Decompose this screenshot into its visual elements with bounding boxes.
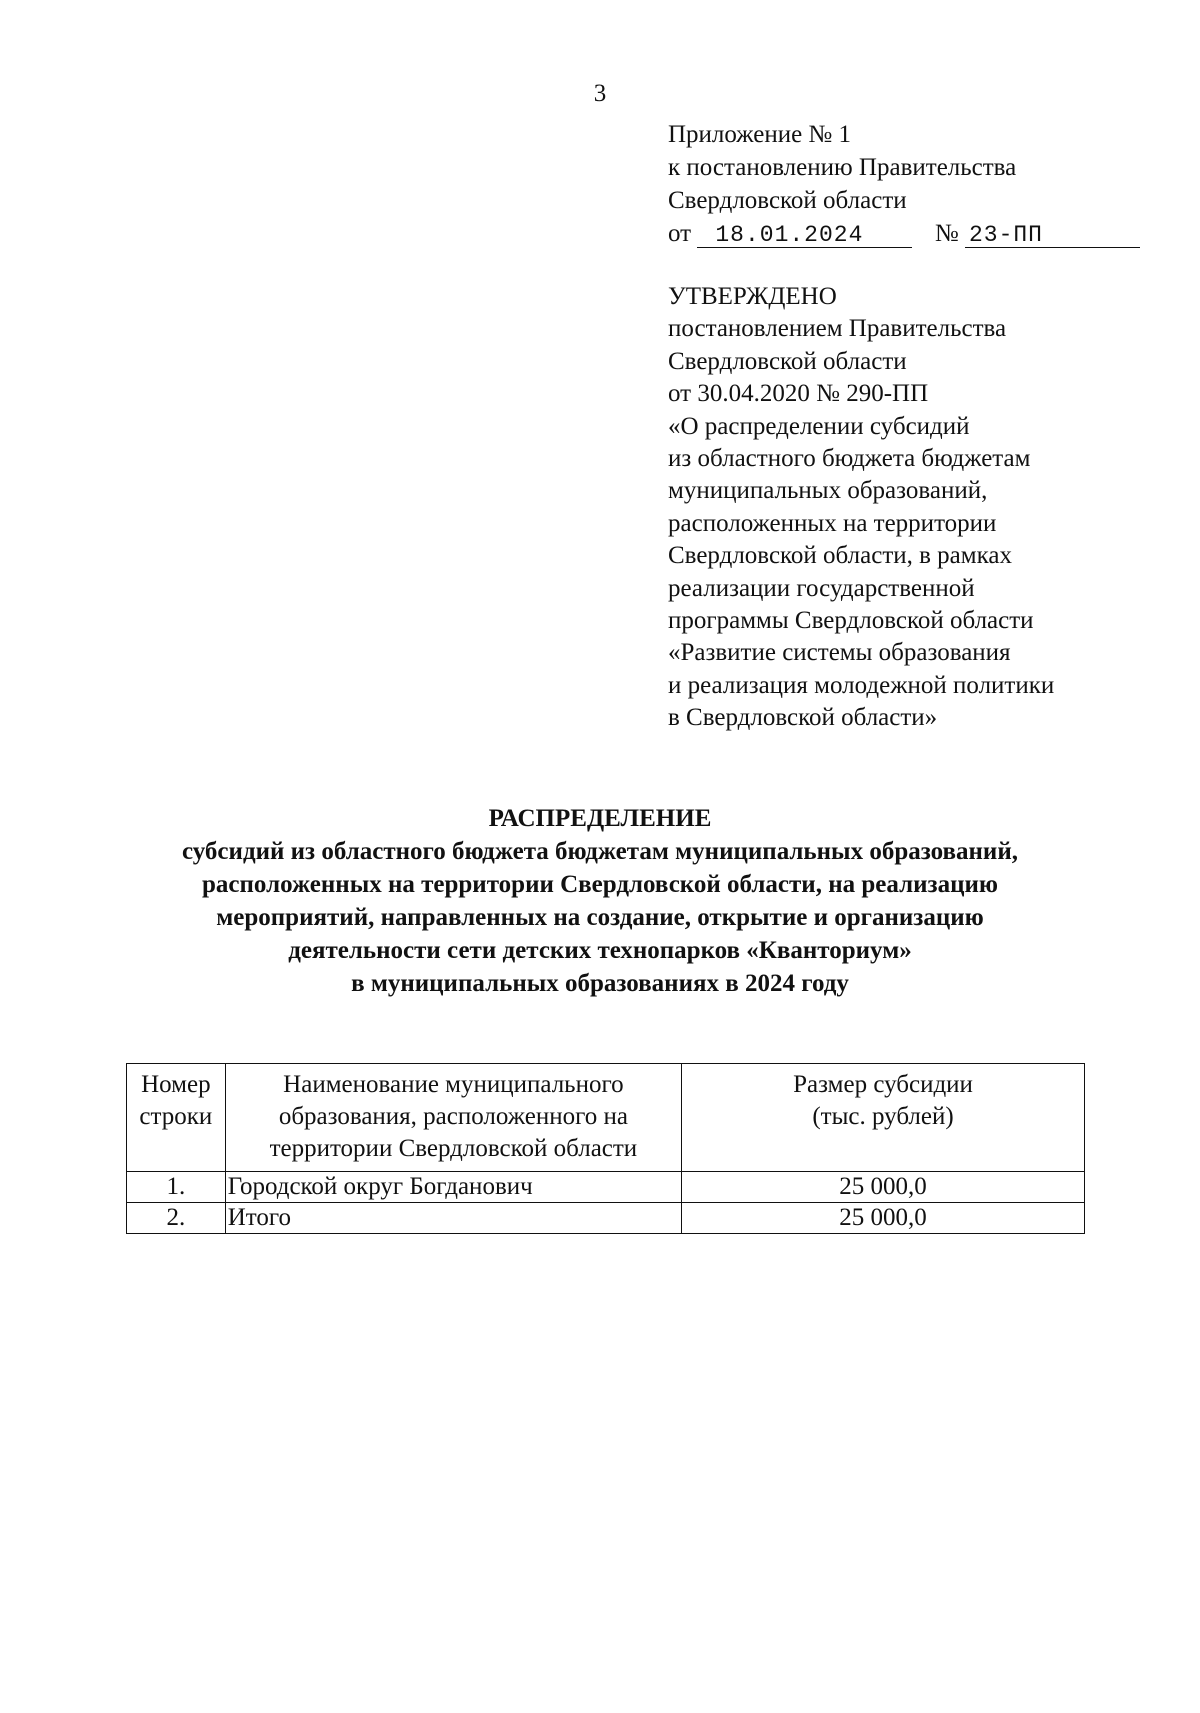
distribution-table: [126, 1063, 1085, 1234]
header-row-number: [127, 1064, 226, 1172]
municipality-name-cell: Городской округ Богданович: [225, 1172, 681, 1203]
document-title: [0, 802, 1200, 1000]
header-text: Наименование муниципального: [283, 1071, 624, 1098]
approved-line: Свердловской области, в рамках: [668, 542, 1012, 570]
row-number-cell: 1.: [127, 1172, 226, 1203]
document-title-line: в муниципальных образованиях в 2024 году: [351, 970, 849, 997]
appendix-block: [668, 118, 1168, 250]
header-subsidy-amount: [682, 1064, 1085, 1172]
approved-heading: УТВЕРЖДЕНО: [668, 283, 837, 310]
subsidy-amount-cell: 25 000,0: [682, 1172, 1085, 1203]
header-text: образования, расположенного на: [278, 1103, 628, 1130]
table-row: [127, 1203, 1085, 1234]
municipality-name-cell: Итого: [225, 1203, 681, 1234]
document-title-heading: РАСПРЕДЕЛЕНИЕ: [488, 805, 712, 832]
appendix-line-3: Свердловской области: [668, 187, 907, 214]
approved-block: [668, 281, 1168, 735]
document-title-line: субсидий из областного бюджета бюджетам муниципальных образований,: [182, 838, 1018, 865]
date-prefix: от: [668, 220, 692, 247]
table-header-row: [127, 1064, 1085, 1172]
approved-line: «О распределении субсидий: [668, 412, 970, 440]
approved-line: и реализация молодежной политики: [668, 671, 1055, 699]
subsidy-amount-cell: 25 000,0: [682, 1203, 1085, 1234]
document-title-line: мероприятий, направленных на создание, открытие и организацию: [216, 904, 984, 931]
appendix-line-2: к постановлению Правительства: [668, 154, 1017, 181]
approved-line: программы Свердловской области: [668, 607, 1034, 635]
approved-line: реализации государственной: [668, 574, 975, 602]
approved-line: из областного бюджета бюджетам: [668, 445, 1031, 473]
decree-date: 18.01.2024: [697, 223, 912, 248]
row-number-cell: 2.: [127, 1203, 226, 1234]
approved-line: расположенных на территории: [668, 509, 997, 537]
approved-line: Свердловской области: [668, 347, 907, 375]
approved-line: в Свердловской области»: [668, 704, 938, 732]
approved-line: постановлением Правительства: [668, 315, 1007, 343]
header-text: Размер субсидии: [793, 1071, 973, 1098]
number-prefix: №: [934, 220, 959, 247]
appendix-date-number-line: [668, 217, 1168, 250]
decree-number: 23-ПП: [965, 223, 1140, 248]
table-row: [127, 1172, 1085, 1203]
approved-line: муниципальных образований,: [668, 477, 988, 505]
approved-line: от 30.04.2020 № 290-ПП: [668, 380, 929, 408]
header-text: (тыс. рублей): [812, 1103, 954, 1130]
page-number: 3: [593, 80, 607, 107]
header-text: строки: [139, 1103, 213, 1130]
header-text: территории Свердловской области: [269, 1135, 638, 1162]
header-municipality-name: [225, 1064, 681, 1172]
header-text: Номер: [141, 1071, 211, 1098]
document-title-line: деятельности сети детских технопарков «Кванториум»: [288, 937, 912, 964]
appendix-line-1: Приложение № 1: [668, 121, 852, 148]
approved-line: «Развитие системы образования: [668, 639, 1011, 667]
document-title-line: расположенных на территории Свердловской области, на реализацию: [202, 871, 998, 898]
